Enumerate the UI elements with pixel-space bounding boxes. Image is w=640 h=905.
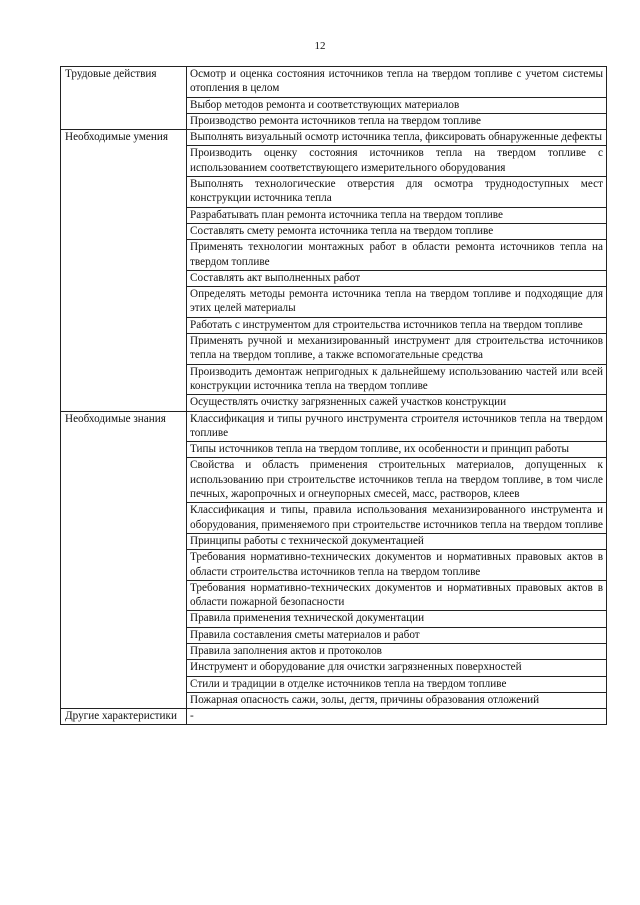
requirement-item: Стили и традиции в отделке источников тепла на твердом топливе (187, 676, 607, 692)
table-row (61, 130, 607, 146)
section-label-other-characteristics: Другие характеристики (61, 709, 187, 725)
section-label-required-skills: Необходимые умения (61, 130, 187, 411)
section-label-labor-actions: Трудовые действия (61, 67, 187, 130)
requirement-item: Требования нормативно-технических документов и нормативных правовых актов в области строительства источников тепла на твердом топливе (187, 550, 607, 581)
requirement-item: Типы источников тепла на твердом топливе, их особенности и принцип работы (187, 442, 607, 458)
requirements-table (60, 66, 607, 725)
requirement-item: Свойства и область применения строительных материалов, допущенных к использованию при строительстве источников тепла на твердом топливе, в том числе печных, жаропрочных и огнеупорных смесей, масс, растворов, клеев (187, 458, 607, 503)
requirement-item: Производить демонтаж непригодных к дальнейшему использованию частей или всей конструкции источника тепла на твердом топливе (187, 364, 607, 395)
requirement-item: Осуществлять очистку загрязненных сажей участков конструкции (187, 395, 607, 411)
requirement-item: - (187, 709, 607, 725)
requirement-item: Выполнять технологические отверстия для осмотра труднодоступных мест конструкции источника тепла (187, 177, 607, 208)
table-row (61, 709, 607, 725)
requirement-item: Применять технологии монтажных работ в области ремонта источников тепла на твердом топливе (187, 240, 607, 271)
requirement-item: Составлять смету ремонта источника тепла на твердом топливе (187, 223, 607, 239)
requirement-item: Классификация и типы, правила использования механизированного инструмента и оборудования, применяемого при строительстве источников тепла на твердом топливе (187, 503, 607, 534)
requirement-item: Определять методы ремонта источника тепла на твердом топливе и подходящие для этих целей материалы (187, 287, 607, 318)
table-row (61, 67, 607, 98)
requirement-item: Выполнять визуальный осмотр источника тепла, фиксировать обнаруженные дефекты (187, 130, 607, 146)
requirement-item: Правила применения технической документации (187, 611, 607, 627)
requirement-item: Классификация и типы ручного инструмента строителя источников тепла на твердом топливе (187, 411, 607, 442)
page-number: 12 (314, 40, 326, 52)
requirement-item: Осмотр и оценка состояния источников тепла на твердом топливе с учетом системы отопления в целом (187, 67, 607, 98)
requirement-item: Пожарная опасность сажи, золы, дегтя, причины образования отложений (187, 692, 607, 708)
table-row (61, 411, 607, 442)
requirement-item: Принципы работы с технической документацией (187, 533, 607, 549)
requirement-item: Применять ручной и механизированный инструмент для строительства источников тепла на твердом топливе, а также вспомогательные средства (187, 334, 607, 365)
requirement-item: Разрабатывать план ремонта источника тепла на твердом топливе (187, 207, 607, 223)
section-label-required-knowledge: Необходимые знания (61, 411, 187, 709)
requirement-item: Составлять акт выполненных работ (187, 270, 607, 286)
requirement-item: Правила заполнения актов и протоколов (187, 643, 607, 659)
requirements-table-body (61, 67, 607, 725)
requirement-item: Требования нормативно-технических документов и нормативных правовых актов в области пожарной безопасности (187, 580, 607, 611)
requirement-item: Работать с инструментом для строительства источников тепла на твердом топливе (187, 317, 607, 333)
requirement-item: Инструмент и оборудование для очистки загрязненных поверхностей (187, 660, 607, 676)
requirement-item: Выбор методов ремонта и соответствующих материалов (187, 97, 607, 113)
requirement-item: Производство ремонта источников тепла на твердом топливе (187, 113, 607, 129)
requirement-item: Правила составления сметы материалов и работ (187, 627, 607, 643)
requirement-item: Производить оценку состояния источников тепла на твердом топливе с использованием соответствующего измерительного оборудования (187, 146, 607, 177)
